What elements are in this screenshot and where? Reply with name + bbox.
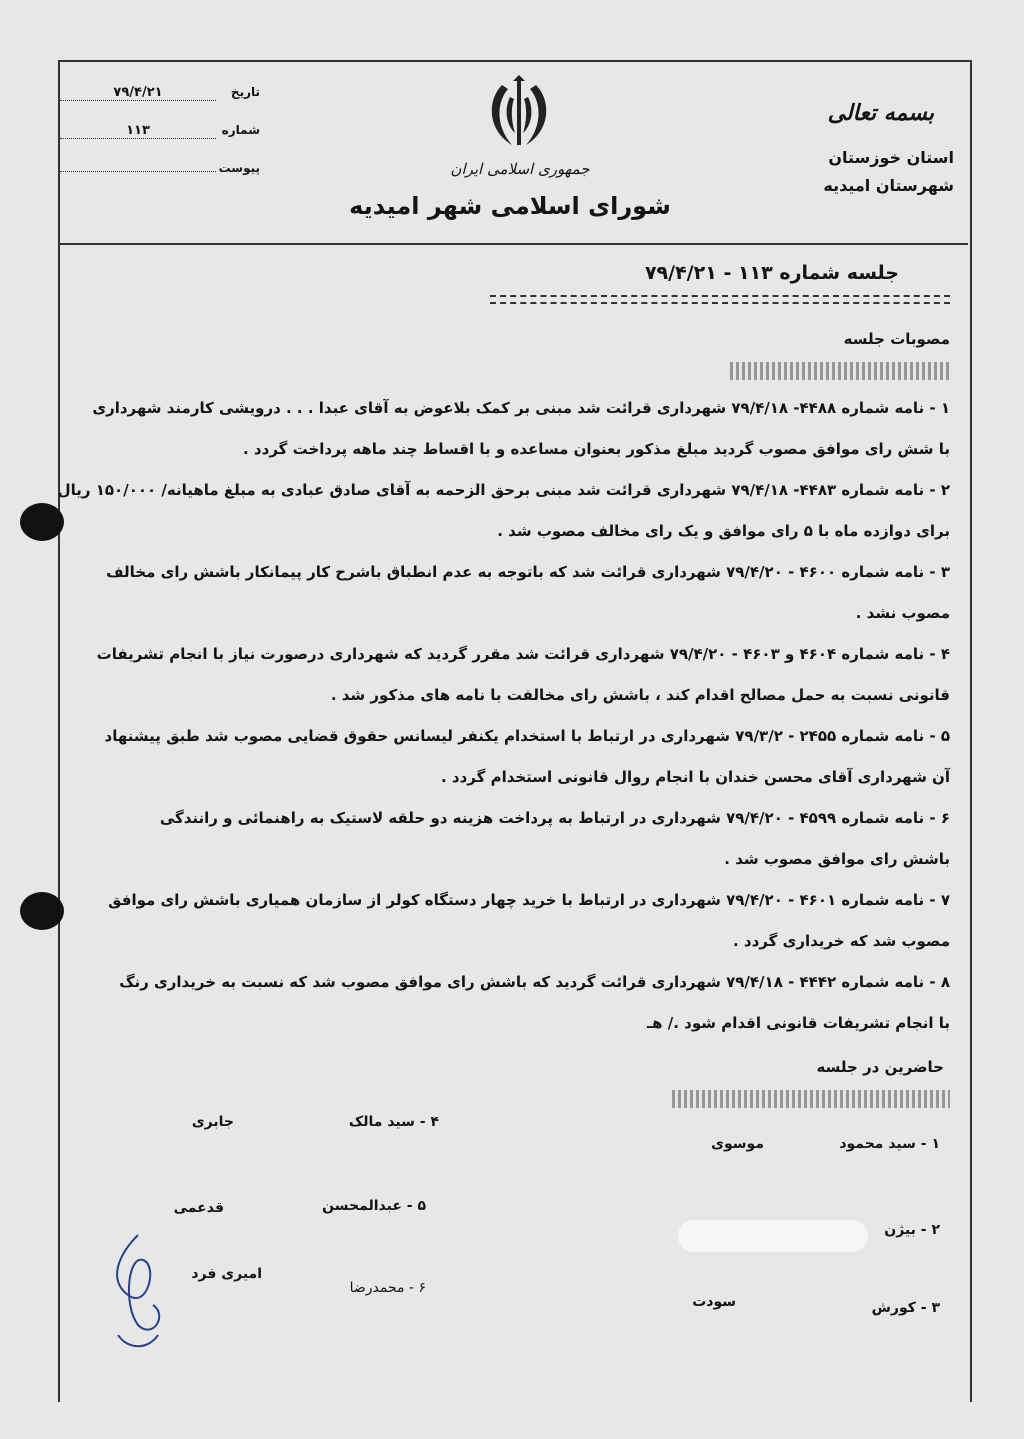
- date-label: تاریخ: [230, 85, 260, 99]
- item-line: ۴ - نامه شماره ۴۶۰۴ و ۴۶۰۳ - ۷۹/۴/۲۰ شهرداری قرائت شد مقرر گردید که شهرداری درصورت نیاز با انجام تشریفات: [96, 645, 950, 663]
- council-title: شورای اسلامی شهر امیدیه: [349, 192, 671, 220]
- item-line: ۳ - نامه شماره ۴۶۰۰ - ۷۹/۴/۲۰ شهرداری قرائت شد که باتوجه به عدم انطباق باشرح کار پیمانکار باشش رای مخالف: [106, 563, 950, 581]
- date-number-block: [60, 85, 260, 197]
- attendee-2-first: ۲ - بیژن: [884, 1222, 940, 1238]
- item-line: ۵ - نامه شماره ۲۴۵۵ - ۷۹/۳/۲ شهرداری در ارتباط با استخدام یکنفر لیسانس حقوق قضایی مصوب شد طبق پیشنهاد: [104, 727, 950, 745]
- header-separator: [60, 243, 968, 245]
- county-name: شهرستان امیدیه: [823, 176, 954, 195]
- session-heading: جلسه شماره ۱۱۳ - ۷۹/۴/۲۱: [644, 262, 899, 284]
- number-row: [60, 123, 260, 139]
- item-line: ۱ - نامه شماره ۴۴۸۸- ۷۹/۴/۱۸ شهرداری قرائت شد مبنی بر کمک بلاعوض به آقای عبدا . . . درویشی کارمند شهرداری: [92, 399, 950, 417]
- attendee-5-last: قدعمی: [173, 1200, 224, 1216]
- attendee-3-first: ۳ - کورش: [871, 1300, 940, 1316]
- date-value: ۷۹/۴/۲۱: [60, 85, 216, 101]
- province-name: استان خوزستان: [828, 148, 954, 167]
- besmellah: بسمه تعالی: [827, 100, 934, 126]
- item-line: مصوب نشد .: [855, 604, 950, 622]
- attendee-3-last: سودت: [692, 1294, 736, 1310]
- item-line: ۸ - نامه شماره ۴۴۴۲ - ۷۹/۴/۱۸ شهرداری قرائت گردید که باشش رای موافق مصوب شد که نسبت به خریداری رنگ: [119, 973, 950, 991]
- item-line: ۷ - نامه شماره ۴۶۰۱ - ۷۹/۴/۲۰ شهرداری در ارتباط با خرید چهار دستگاه کولر از سازمان همیاری باشش رای موافق: [108, 891, 950, 909]
- item-line: با انجام تشریفات قانونی اقدام شود ./ هـ: [646, 1014, 950, 1032]
- punch-hole: [20, 503, 64, 541]
- attachment-value: [60, 171, 216, 172]
- resolutions-heading: مصوبات جلسه: [843, 330, 950, 348]
- heading-underline: [730, 362, 950, 380]
- attendee-5-first: ۵ - عبدالمحسن: [322, 1198, 426, 1214]
- item-line: با شش رای موافق مصوب گردید مبلغ مذکور بعنوان مساعده و با اقساط چند ماهه پرداخت گردد .: [243, 440, 950, 458]
- attendee-6-first: ۶ - محمدرضا: [349, 1280, 426, 1296]
- resolutions-list: [57, 388, 950, 1044]
- item-line: قانونی نسبت به حمل مصالح اقدام کند ، باشش رای مخالفت با نامه های مذکور شد .: [330, 686, 950, 704]
- date-row: [60, 85, 260, 101]
- item-line: باشش رای موافق مصوب شد .: [724, 850, 950, 868]
- dashed-rule-2: [490, 302, 950, 304]
- attendees-heading: حاضرین در جلسه: [816, 1058, 944, 1076]
- attachment-label: پیوست: [218, 161, 260, 175]
- punch-hole: [20, 892, 64, 930]
- republic-text: جمهوری اسلامی ایران: [450, 160, 590, 178]
- item-line: ۶ - نامه شماره ۴۵۹۹ - ۷۹/۴/۲۰ شهرداری در ارتباط به پرداخت هزینه دو حلقه لاستیک به راهنمائی و رانندگی: [159, 809, 950, 827]
- handwritten-signature: [98, 1225, 188, 1355]
- attendee-1-last: موسوی: [711, 1136, 764, 1152]
- attachment-row: [60, 161, 260, 175]
- item-line: مصوب شد که خریداری گردد .: [732, 932, 950, 950]
- attendee-1-first: ۱ - سید محمود: [839, 1136, 940, 1152]
- item-line: برای دوازده ماه با ۵ رای موافق و یک رای مخالف مصوب شد .: [497, 522, 950, 540]
- number-label: شماره: [221, 123, 260, 137]
- number-value: ۱۱۳: [60, 123, 216, 139]
- attendee-4-first: ۴ - سید مالک: [348, 1114, 439, 1130]
- iran-emblem-icon: [482, 75, 556, 155]
- item-line: ۲ - نامه شماره ۴۴۸۳- ۷۹/۴/۱۸ شهرداری قرائت شد مبنی برحق الزحمه به آقای صادق عبادی به مبلغ ماهیانه/ ۱۵۰/۰۰۰ ریال: [57, 481, 950, 499]
- attendee-6-last: امیری فرد: [191, 1266, 262, 1282]
- correction-mark: [678, 1220, 868, 1252]
- attendees-underline: [672, 1090, 950, 1108]
- dashed-rule: [490, 295, 950, 297]
- item-line: آن شهرداری آقای محسن خندان با انجام روال قانونی استخدام گردد .: [440, 768, 950, 786]
- attendee-4-last: جابری: [191, 1114, 234, 1130]
- letterhead-right: [754, 100, 954, 200]
